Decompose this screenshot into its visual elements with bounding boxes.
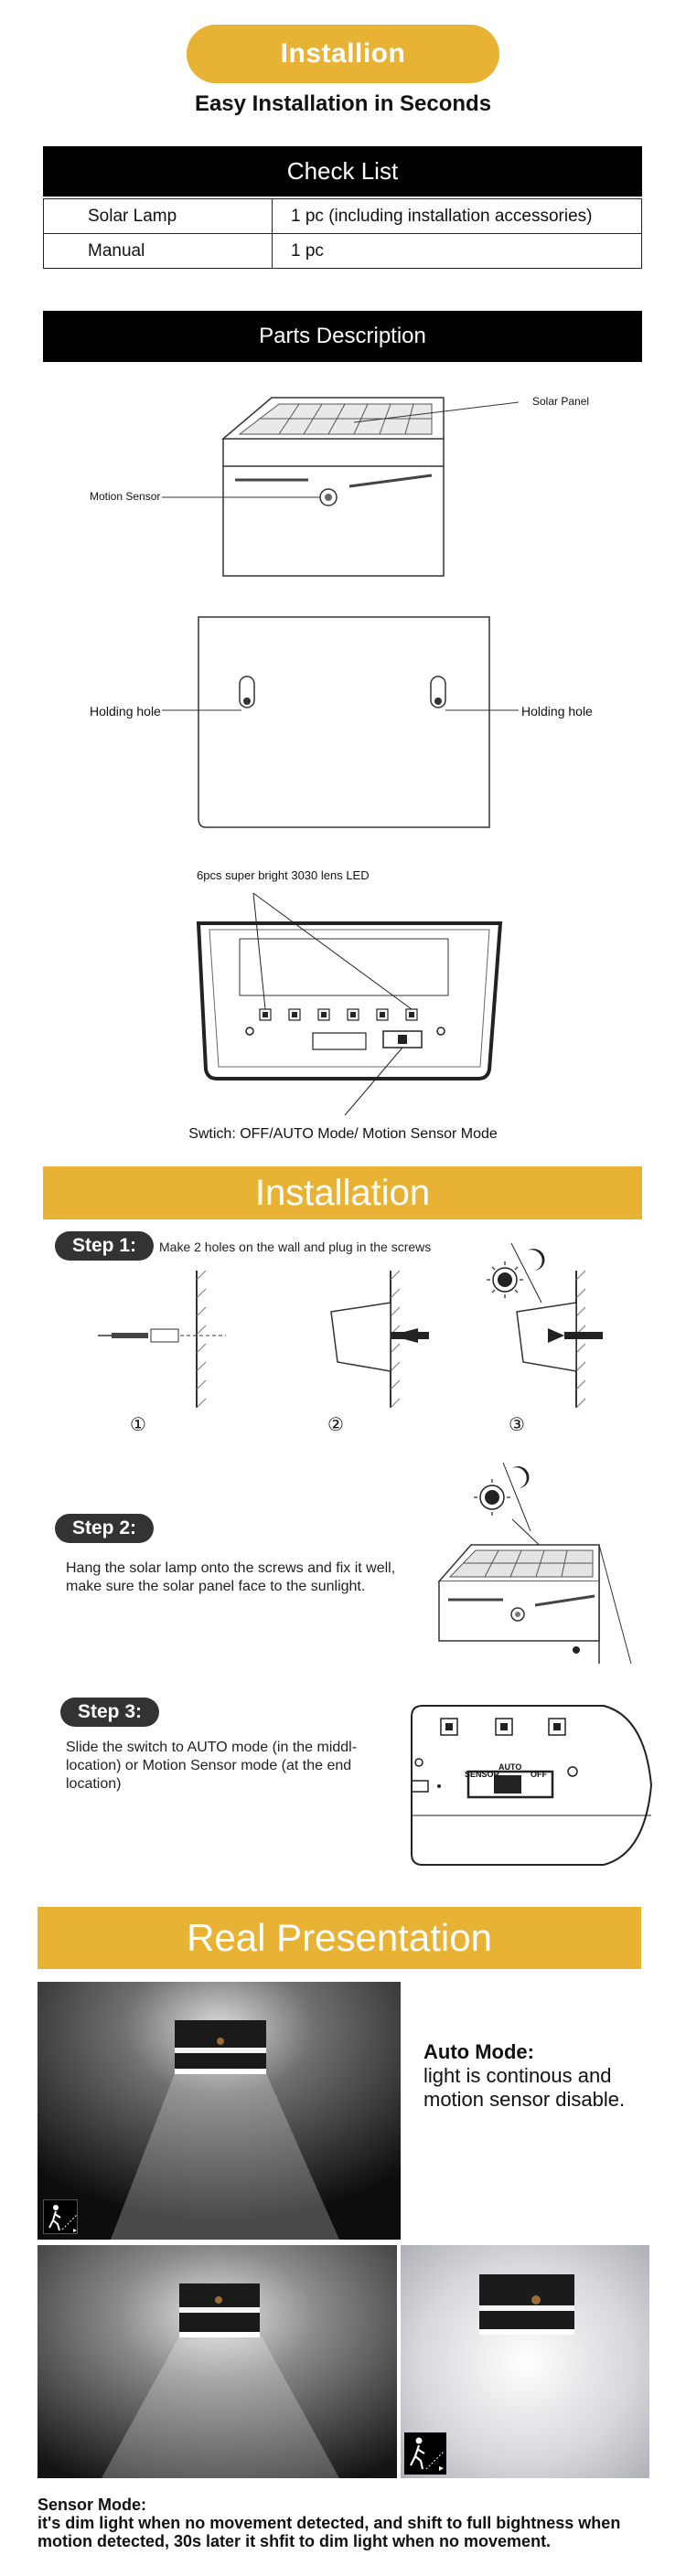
lamp-back-diagram <box>43 608 642 836</box>
page-title-pill <box>187 25 499 83</box>
checklist-table <box>43 198 642 269</box>
checklist-title: Check List <box>286 157 399 185</box>
solar-panel-label: Solar Panel <box>532 395 590 408</box>
installation-title: Installation <box>254 1172 431 1213</box>
table-row <box>44 199 642 234</box>
table-row <box>44 234 642 269</box>
motion-icon <box>404 2432 446 2475</box>
page-title: Installion <box>280 38 406 69</box>
presentation-title: Real Presentation <box>187 1916 492 1959</box>
step3-badge <box>60 1698 159 1727</box>
motion-sensor-label: Motion Sensor <box>90 490 161 503</box>
page-subtitle: Easy Installation in Seconds <box>194 91 492 116</box>
auto-mode-photo <box>38 1982 401 2240</box>
step2-diagram <box>421 1453 659 1664</box>
sensor-mode-title: Sensor Mode: <box>38 2496 147 2514</box>
lamp-bottom-diagram <box>43 882 642 1129</box>
presentation-header <box>38 1907 641 1969</box>
step3-text: Slide the switch to AUTO mode (in the middl- location) or Motion Sensor mode (at the end location) <box>66 1740 358 1792</box>
auto-mode-block <box>423 2040 643 2112</box>
sensor-mode-text: it's dim light when no movement detected, and shift to full bightness when motion detected, 30s later it shfit to dim light when no movement. <box>38 2514 621 2550</box>
holding-hole-right-label: Holding hole <box>521 704 593 719</box>
parts-title: Parts Description <box>259 324 426 348</box>
auto-mode-title: Auto Mode: <box>423 2040 534 2063</box>
switch-auto-label: AUTO <box>498 1762 522 1772</box>
checklist-item: Manual <box>44 234 273 269</box>
auto-mode-text: light is continous and motion sensor disable. <box>423 2064 626 2111</box>
switch-off-label: OFF <box>531 1770 547 1779</box>
lamp-perspective-diagram <box>43 384 642 594</box>
checklist-header <box>43 146 642 197</box>
sensor-mode-photo-dim <box>38 2245 397 2478</box>
holding-hole-left-label: Holding hole <box>90 704 161 719</box>
step2-label: Step 2: <box>71 1517 136 1538</box>
checklist-qty: 1 pc <box>273 234 642 269</box>
step2-badge <box>55 1514 154 1543</box>
sensor-mode-photo-bright <box>401 2245 649 2478</box>
switch-label: Swtich: OFF/AUTO Mode/ Motion Sensor Mode <box>188 1126 498 1142</box>
parts-header <box>43 311 642 362</box>
step1-marker-1: ① <box>130 1415 146 1435</box>
step2-text: Hang the solar lamp onto the screws and fix it well, make sure the solar panel face to the sunlight. <box>66 1560 396 1594</box>
sensor-mode-block <box>38 2496 669 2550</box>
step1-marker-3: ③ <box>509 1415 525 1435</box>
installation-header <box>43 1166 642 1219</box>
checklist-qty: 1 pc (including installation accessories) <box>273 199 642 234</box>
step1-label: Step 1: <box>71 1235 136 1256</box>
step3-diagram <box>402 1698 659 1872</box>
switch-sensor-label: SENSOR <box>465 1770 500 1779</box>
led-label: 6pcs super bright 3030 lens LED <box>197 868 370 882</box>
step1-marker-2: ② <box>327 1415 344 1435</box>
motion-icon <box>43 2199 78 2234</box>
step3-label: Step 3: <box>77 1701 142 1722</box>
step1-diagram <box>43 1225 665 1444</box>
checklist-item: Solar Lamp <box>44 199 273 234</box>
step1-text: Make 2 holes on the wall and plug in the screws <box>159 1240 432 1254</box>
